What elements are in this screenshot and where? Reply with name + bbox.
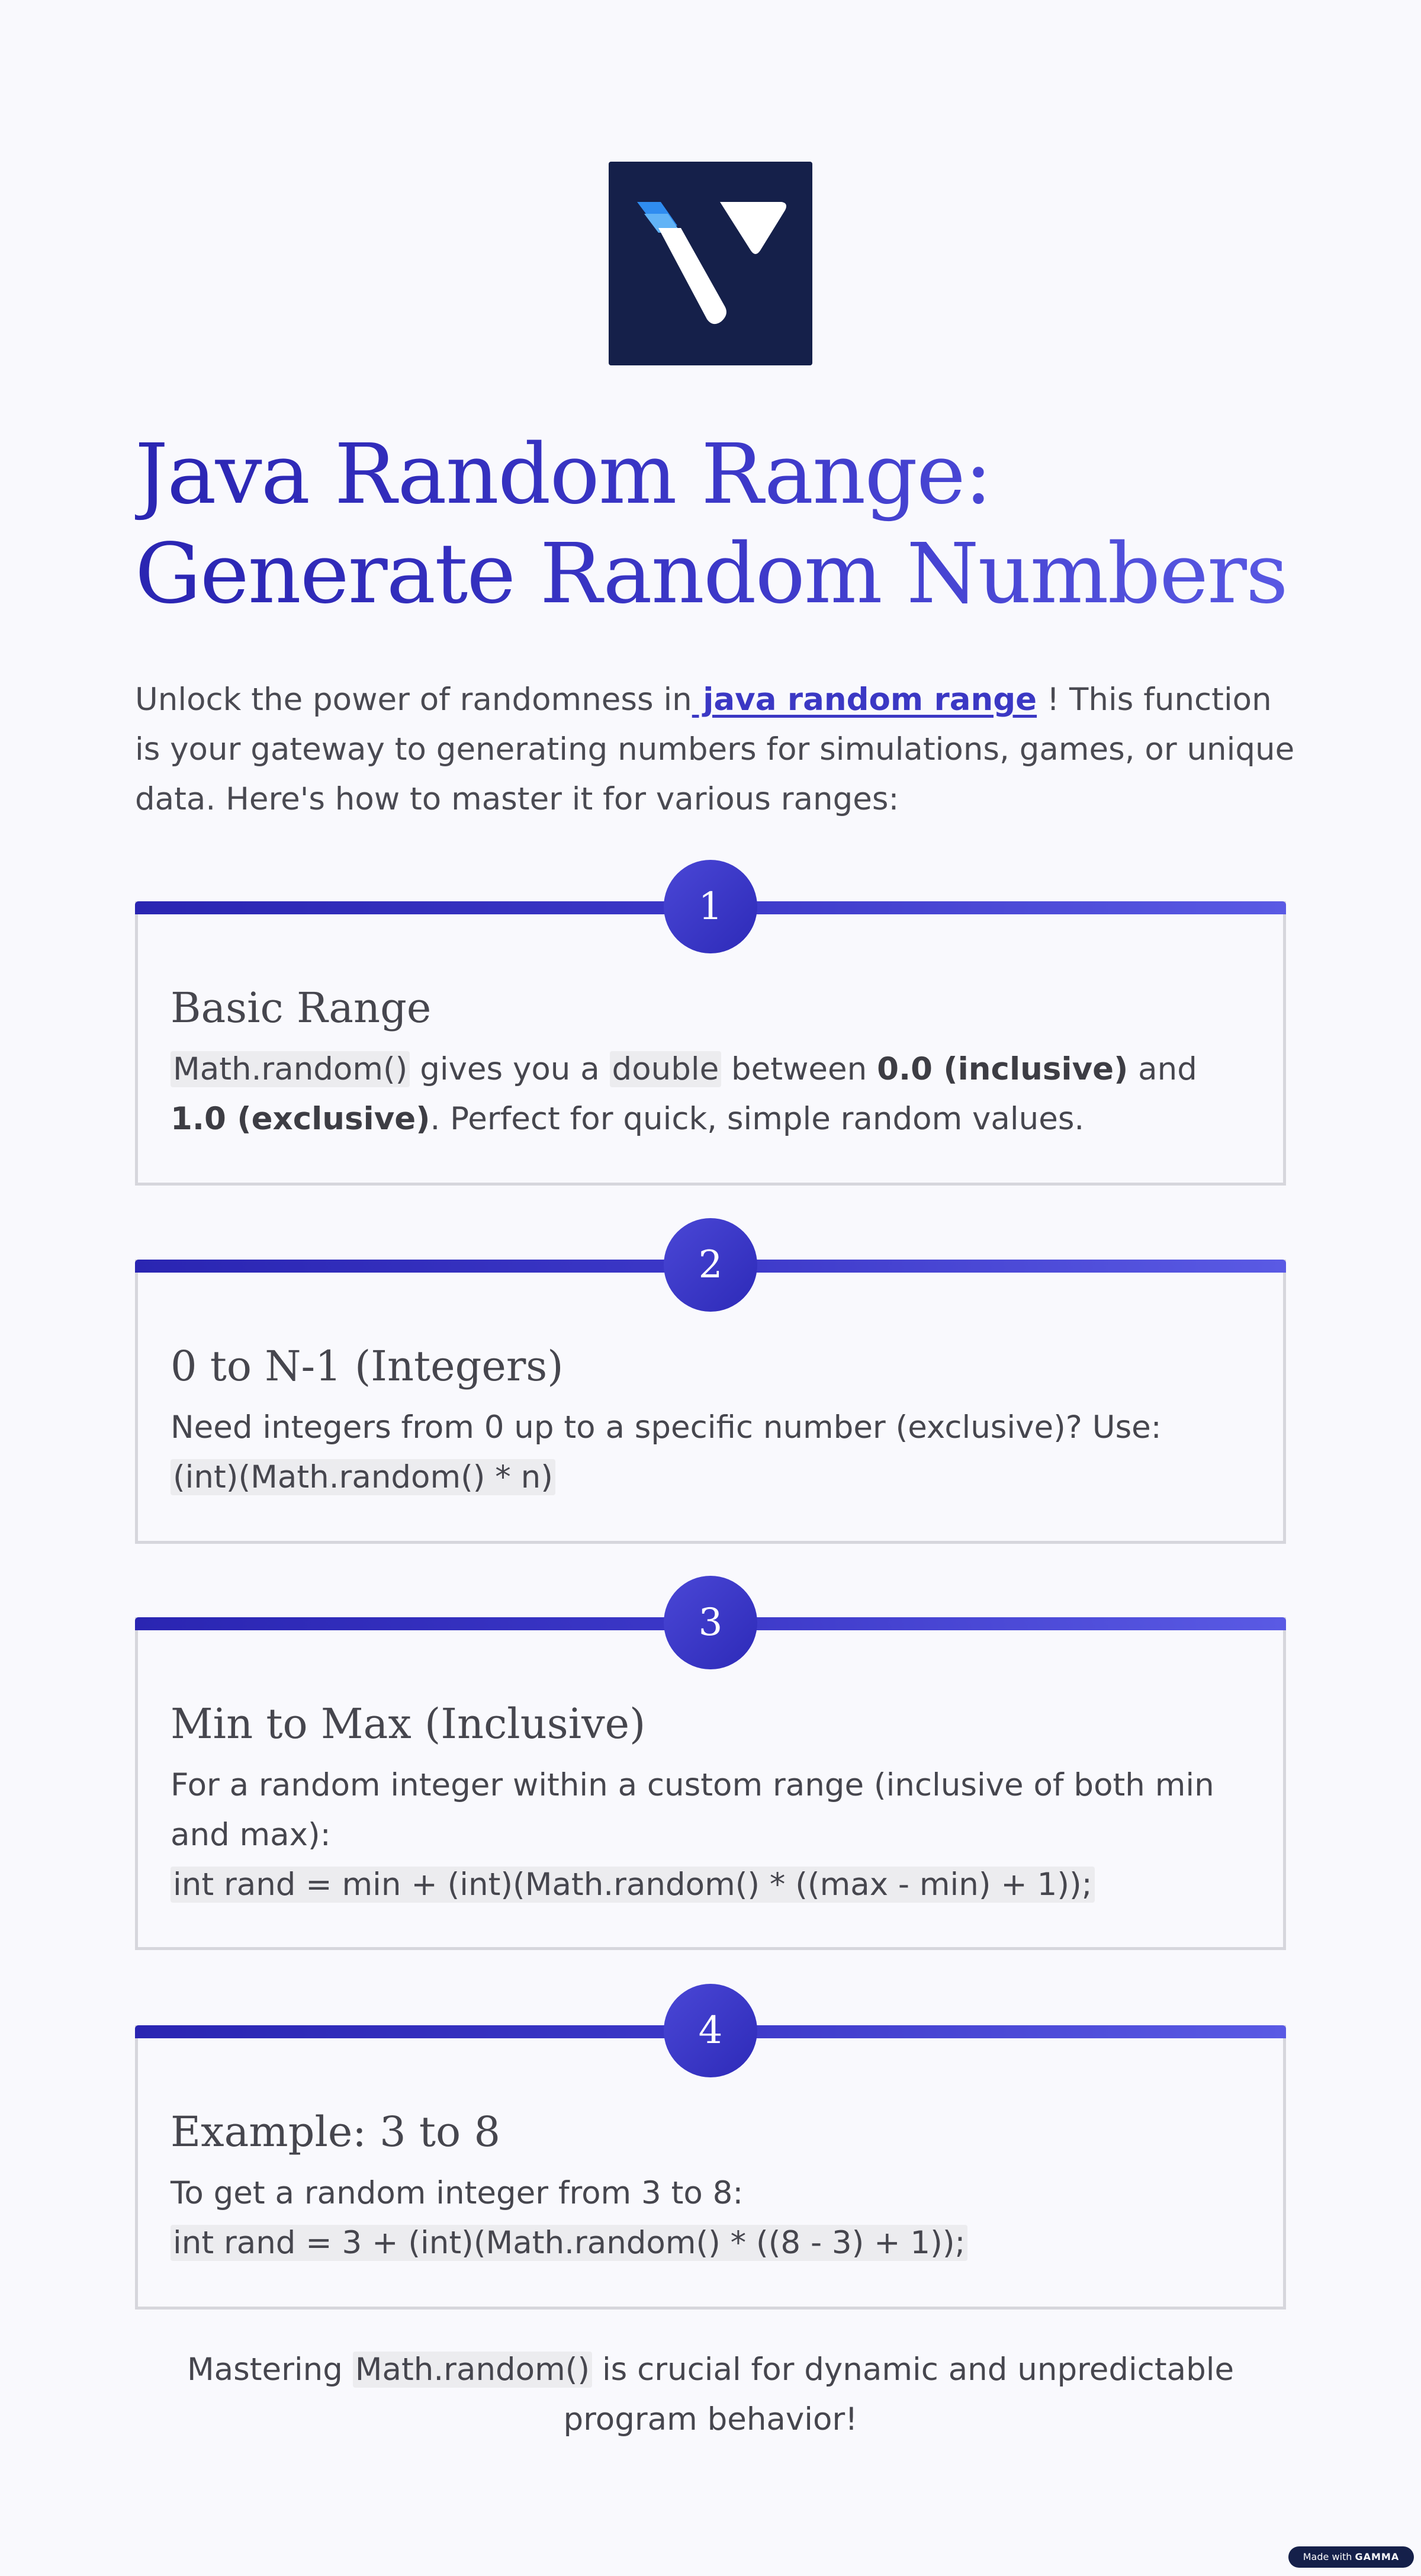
card-body [171, 1403, 1254, 1502]
brand-logo [609, 162, 812, 365]
badge-prefix: Made with [1303, 2551, 1355, 2562]
step-number-badge: 3 [664, 1576, 757, 1669]
step-number-badge: 1 [664, 860, 757, 953]
card-text: . Perfect for quick, simple random values. [430, 1101, 1085, 1137]
outro-text: is crucial for dynamic and unpredictable program behavior! [563, 2352, 1234, 2437]
card-body [171, 2169, 1254, 2268]
inline-code: double [610, 1051, 722, 1087]
card-text: and [1128, 1051, 1197, 1087]
v-logo-icon [609, 162, 812, 365]
code-snippet: int rand = 3 + (int)(Math.random() * ((8 - 3) + 1)); [171, 2225, 967, 2261]
closing-paragraph [135, 2345, 1286, 2445]
card-title: Example: 3 to 8 [171, 2108, 500, 2156]
intro-paragraph [135, 675, 1301, 824]
inline-code: Math.random() [353, 2352, 592, 2388]
step-number-badge: 4 [664, 1984, 757, 2077]
title-line-1: Java Random Range: [135, 426, 991, 523]
outro-text: Mastering [187, 2352, 353, 2388]
card-title: Min to Max (Inclusive) [171, 1700, 646, 1748]
step-number-badge: 2 [664, 1218, 757, 1312]
card-body [171, 1045, 1254, 1144]
card-title: Basic Range [171, 984, 432, 1032]
bold-text: 1.0 (exclusive) [171, 1101, 430, 1137]
page-title [135, 425, 1319, 624]
made-with-gamma-badge[interactable] [1288, 2546, 1414, 2568]
card-text: Need integers from 0 up to a specific number (exclusive)? Use: [171, 1409, 1162, 1446]
code-snippet: int rand = min + (int)(Math.random() * ((max - min) + 1)); [171, 1867, 1095, 1903]
intro-text-before: Unlock the power of randomness in [135, 682, 692, 718]
java-random-range-link[interactable]: java random range [692, 682, 1037, 718]
card-title: 0 to N-1 (Integers) [171, 1342, 564, 1390]
code-snippet: (int)(Math.random() * n) [171, 1459, 555, 1495]
card-text: between [721, 1051, 877, 1087]
step-card-2 [135, 1243, 1286, 1544]
bold-text: 0.0 (inclusive) [877, 1051, 1129, 1087]
step-card-4 [135, 2009, 1286, 2310]
badge-brand: GAMMA [1355, 2551, 1400, 2562]
inline-code: Math.random() [171, 1051, 410, 1087]
card-body [171, 1761, 1254, 1910]
title-line-2: Generate Random Numbers [135, 526, 1287, 622]
step-card-3 [135, 1601, 1286, 1950]
intro-text-after: ! This function is your gateway to generating numbers for simulations, games, or unique data. Here's how to master it for various ranges: [135, 682, 1295, 817]
step-card-1 [135, 885, 1286, 1186]
card-text: gives you a [410, 1051, 610, 1087]
card-text: For a random integer within a custom range (inclusive of both min and max): [171, 1767, 1214, 1853]
card-text: To get a random integer from 3 to 8: [171, 2175, 744, 2211]
